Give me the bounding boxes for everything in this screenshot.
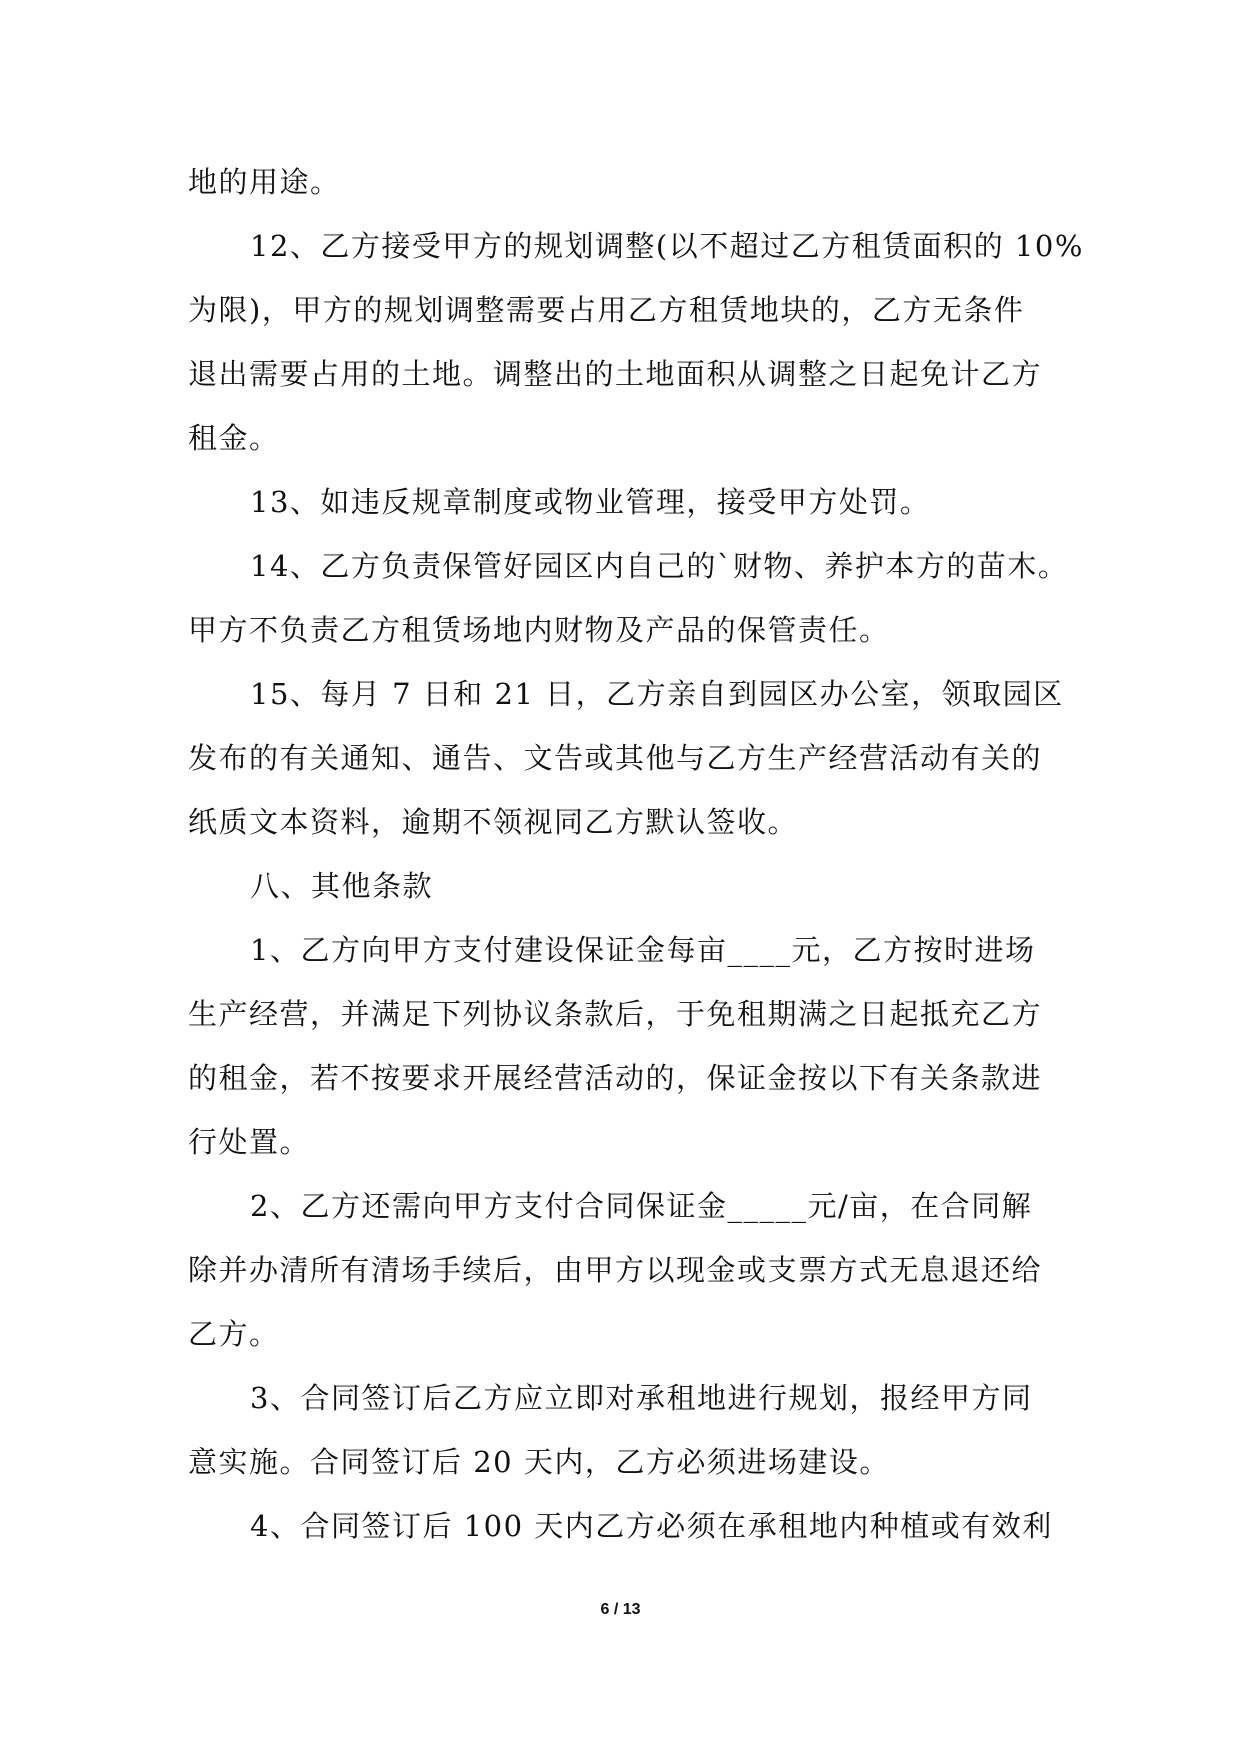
text-line-13: 1、乙方向甲方支付建设保证金每亩____元，乙方按时进场 [250, 933, 1036, 967]
text-line-8: 甲方不负责乙方租赁场地内财物及产品的保管责任。 [188, 613, 890, 647]
text-line-4: 退出需要占用的土地。调整出的土地面积从调整之日起免计乙方 [188, 357, 1043, 391]
text-line-10: 发布的有关通知、通告、文告或其他与乙方生产经营活动有关的 [188, 741, 1043, 775]
text-line-7: 14、乙方负责保管好园区内自己的`财物、养护本方的苗木。 [250, 549, 1069, 583]
text-line-15: 的租金，若不按要求开展经营活动的，保证金按以下有关条款进 [188, 1061, 1043, 1095]
text-line-14: 生产经营，并满足下列协议条款后，于免租期满之日起抵充乙方 [188, 997, 1043, 1031]
text-line-19: 乙方。 [188, 1317, 280, 1351]
text-line-20: 3、合同签订后乙方应立即对承租地进行规划，报经甲方同 [250, 1381, 1033, 1415]
text-line-11: 纸质文本资料，逾期不领视同乙方默认签收。 [188, 805, 799, 839]
text-line-22: 4、合同签订后 100 天内乙方必须在承租地内种植或有效利 [250, 1509, 1053, 1543]
text-line-6: 13、如违反规章制度或物业管理，接受甲方处罚。 [250, 485, 931, 519]
page-number: 6 / 13 [600, 1601, 641, 1618]
text-line-17: 2、乙方还需向甲方支付合同保证金_____元/亩，在合同解 [250, 1189, 1033, 1223]
text-line-21: 意实施。合同签订后 20 天内，乙方必须进场建设。 [188, 1445, 890, 1479]
text-line-18: 除并办清所有清场手续后，由甲方以现金或支票方式无息退还给 [188, 1253, 1043, 1287]
text-line-1: 地的用途。 [188, 165, 341, 199]
text-line-2: 12、乙方接受甲方的规划调整(以不超过乙方租赁面积的 10% [250, 229, 1084, 263]
text-line-3: 为限)，甲方的规划调整需要占用乙方租赁地块的，乙方无条件 [188, 293, 1025, 327]
text-line-16: 行处置。 [188, 1125, 311, 1159]
text-line-9: 15、每月 7 日和 21 日，乙方亲自到园区办公室，领取园区 [250, 677, 1064, 711]
text-line-5: 租金。 [188, 421, 280, 455]
section-heading: 八、其他条款 [250, 869, 434, 903]
document-body [188, 150, 1084, 1558]
